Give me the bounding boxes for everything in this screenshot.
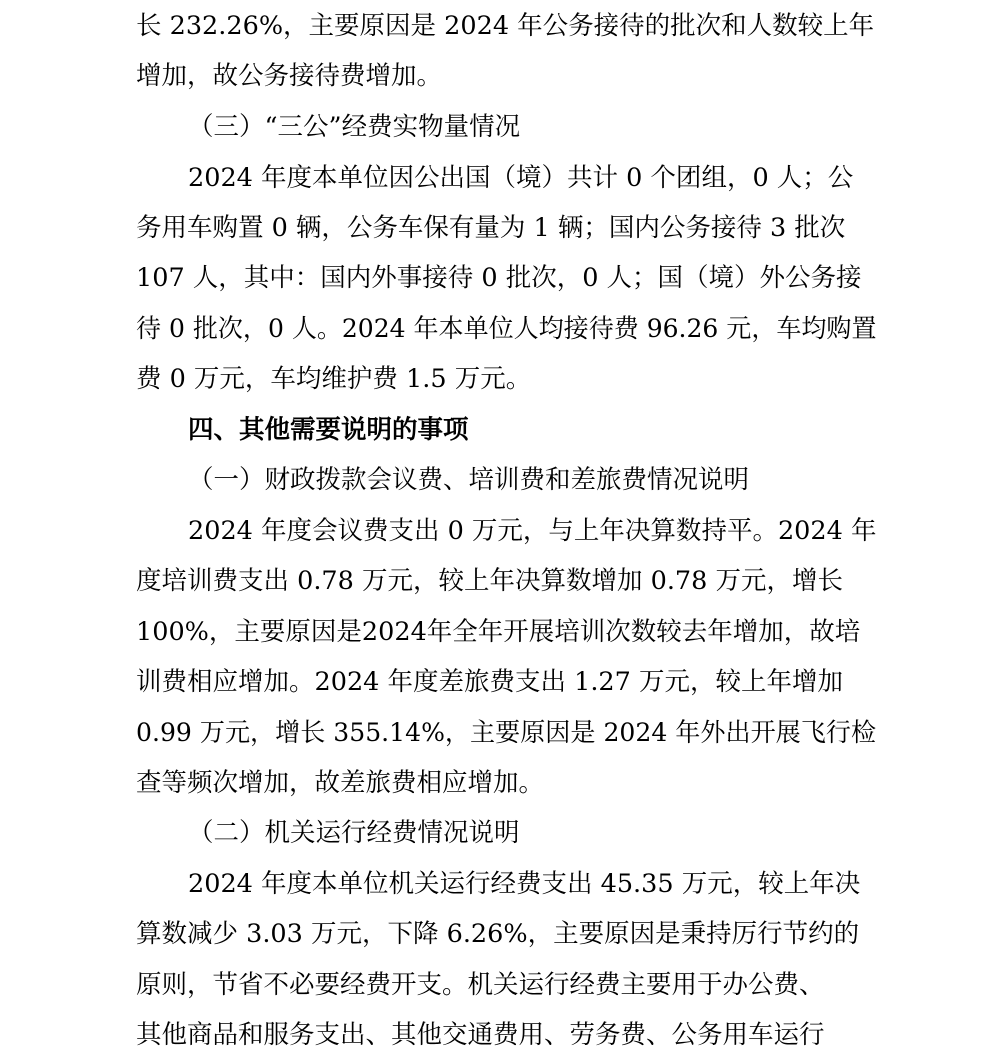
- body-text-line: 107 人，其中：国内外事接待 0 批次，0 人；国（境）外公务接: [136, 263, 862, 293]
- subsection-heading: （二）机关运行经费情况说明: [188, 818, 520, 848]
- body-text-line: 0.99 万元，增长 355.14%，主要原因是 2024 年外出开展飞行检: [136, 718, 877, 748]
- body-text-line: 原则，节省不必要经费开支。机关运行经费主要用于办公费、: [136, 970, 825, 1000]
- body-text-line: 算数减少 3.03 万元，下降 6.26%，主要原因是秉持厉行节约的: [136, 919, 860, 949]
- body-text-line: 2024 年度本单位机关运行经费支出 45.35 万元，较上年决: [188, 869, 861, 899]
- body-text-line: 2024 年度本单位因公出国（境）共计 0 个团组，0 人；公: [188, 163, 854, 193]
- body-text-line: 100%，主要原因是2024年全年开展培训次数较去年增加，故培: [136, 617, 861, 647]
- section-heading: 四、其他需要说明的事项: [188, 415, 469, 445]
- body-text-line: 其他商品和服务支出、其他交通费用、劳务费、公务用车运行: [136, 1020, 825, 1050]
- body-text-line: 2024 年度会议费支出 0 万元，与上年决算数持平。2024 年: [188, 516, 877, 546]
- body-text-line: 费 0 万元，车均维护费 1.5 万元。: [136, 364, 532, 394]
- body-text-line: 待 0 批次，0 人。2024 年本单位人均接待费 96.26 元，车均购置: [136, 314, 877, 344]
- body-text-line: 查等频次增加，故差旅费相应增加。: [136, 768, 545, 798]
- subsection-heading: （三）“三公”经费实物量情况: [188, 112, 521, 142]
- body-text-line: 长 232.26%，主要原因是 2024 年公务接待的批次和人数较上年: [136, 11, 875, 41]
- body-text-line: 务用车购置 0 辆，公务车保有量为 1 辆；国内公务接待 3 批次: [136, 213, 846, 243]
- subsection-heading: （一）财政拨款会议费、培训费和差旅费情况说明: [188, 465, 750, 495]
- body-text-line: 训费相应增加。2024 年度差旅费支出 1.27 万元，较上年增加: [136, 667, 843, 697]
- body-text-line: 度培训费支出 0.78 万元，较上年决算数增加 0.78 万元，增长: [136, 566, 843, 596]
- body-text-line: 增加，故公务接待费增加。: [136, 61, 443, 91]
